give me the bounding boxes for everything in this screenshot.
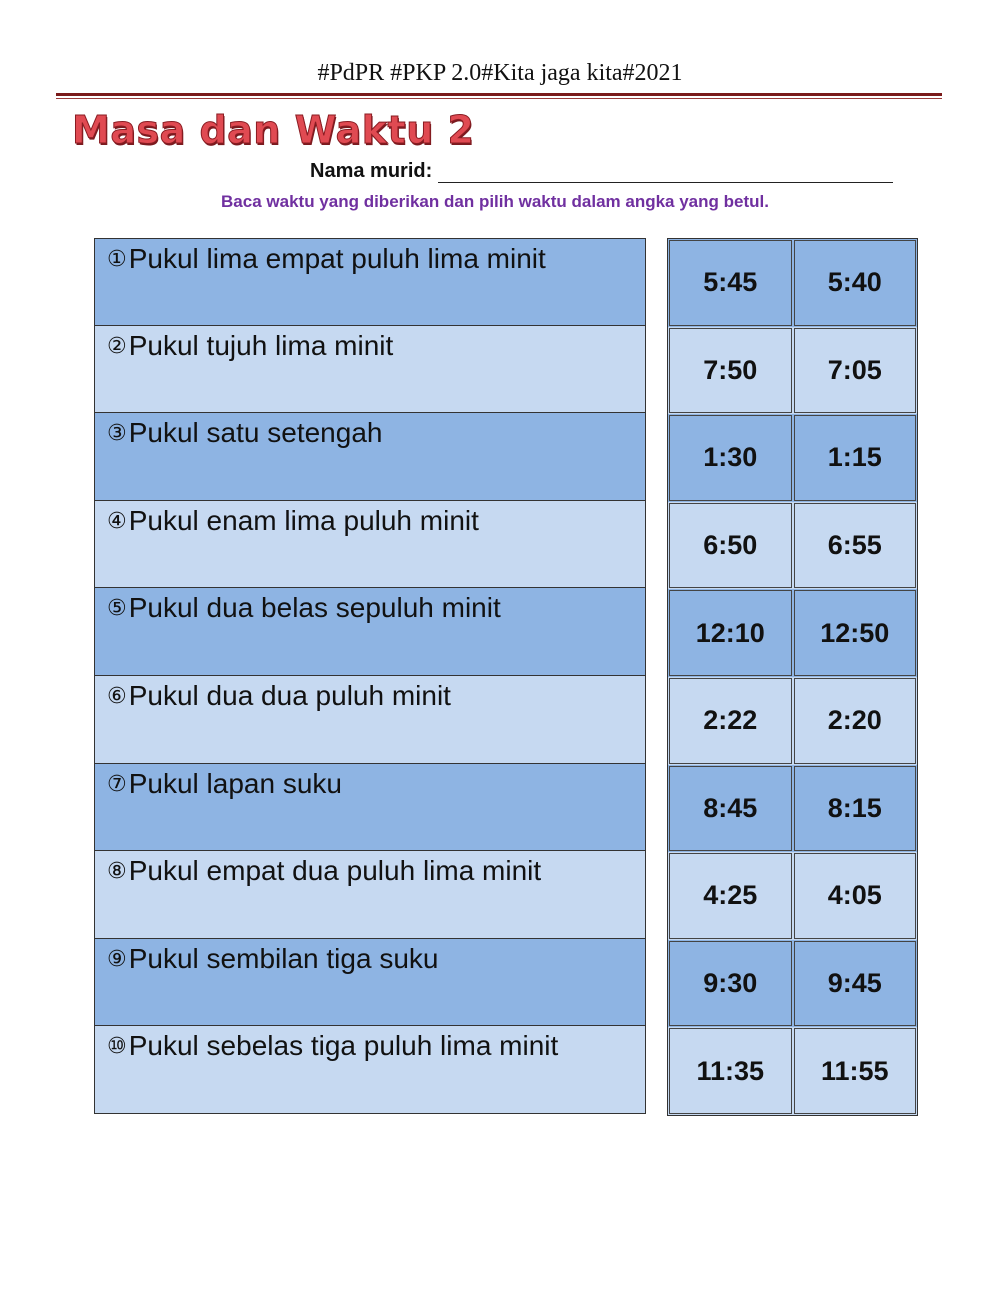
answer-option[interactable]: 11:55: [794, 1028, 917, 1114]
question-row: [94, 851, 646, 939]
question-number: ④: [107, 508, 127, 534]
question-text: Pukul lima empat puluh lima minit: [128, 243, 546, 274]
answer-option[interactable]: 6:55: [794, 503, 917, 589]
answer-grid: [667, 238, 918, 1116]
answer-option[interactable]: 9:30: [669, 941, 792, 1027]
question-text: Pukul dua belas sepuluh minit: [128, 592, 501, 624]
answer-row: [668, 765, 917, 853]
answer-option[interactable]: 7:05: [794, 328, 917, 414]
student-name-row: [310, 160, 893, 183]
question-number: ①: [107, 247, 127, 272]
question-row: [94, 676, 646, 764]
question-number: ⑧: [107, 859, 127, 885]
answer-row: [668, 414, 917, 502]
question-text: Pukul tujuh lima minit: [128, 329, 394, 361]
answer-option[interactable]: 4:05: [794, 853, 917, 939]
answer-option[interactable]: 1:30: [669, 415, 792, 501]
question-number: ⑥: [107, 683, 127, 709]
header-tagline: #PdPR #PKP 2.0#Kita jaga kita#2021: [317, 60, 683, 86]
instruction-text: Baca waktu yang diberikan dan pilih waktu dalam angka yang betul.: [221, 192, 769, 211]
name-input-line[interactable]: [438, 162, 893, 183]
question-row: [94, 501, 646, 589]
answer-option[interactable]: 2:22: [669, 678, 792, 764]
question-text: Pukul lapan suku: [128, 767, 342, 799]
question-row: [94, 1026, 646, 1114]
answer-option[interactable]: 8:15: [794, 766, 917, 852]
question-text: Pukul empat dua puluh lima minit: [128, 855, 542, 887]
answer-option[interactable]: 12:10: [669, 590, 792, 676]
answer-option[interactable]: 5:40: [794, 240, 917, 326]
question-row: [94, 764, 646, 852]
question-row: [94, 413, 646, 501]
name-label: Nama murid:: [310, 160, 433, 182]
answer-option[interactable]: 11:35: [669, 1028, 792, 1114]
question-number: ⑤: [107, 596, 127, 622]
question-text: Pukul dua dua puluh minit: [128, 679, 451, 711]
question-row: [94, 326, 646, 414]
answer-option[interactable]: 4:25: [669, 853, 792, 939]
answer-row: [668, 589, 917, 677]
answer-row: [668, 677, 917, 765]
question-text: Pukul sebelas tiga puluh lima minit: [128, 1030, 559, 1062]
question-text: Pukul sembilan tiga suku: [128, 942, 439, 974]
header-rule: [56, 93, 942, 96]
question-row: [94, 238, 646, 326]
question-text: Pukul satu setengah: [128, 417, 383, 449]
question-row: [94, 939, 646, 1027]
answer-option[interactable]: 2:20: [794, 678, 917, 764]
answer-option[interactable]: 5:45: [669, 240, 792, 326]
question-text: Pukul enam lima puluh minit: [128, 504, 479, 536]
question-number: ③: [107, 421, 127, 447]
answer-option[interactable]: 7:50: [669, 328, 792, 414]
answer-row: [668, 502, 917, 590]
question-number: ⑩: [107, 1034, 127, 1060]
answer-option[interactable]: 8:45: [669, 766, 792, 852]
question-number: ⑨: [107, 946, 127, 972]
answer-row: [668, 940, 917, 1028]
page-title: Masa dan Waktu 2: [72, 108, 475, 152]
question-list: [94, 238, 646, 1114]
answer-row: [668, 239, 917, 327]
question-number: ②: [107, 333, 127, 359]
answer-option[interactable]: 1:15: [794, 415, 917, 501]
answer-row: [668, 327, 917, 415]
answer-option[interactable]: 9:45: [794, 941, 917, 1027]
answer-option[interactable]: 6:50: [669, 503, 792, 589]
answer-row: [668, 1027, 917, 1115]
question-number: ⑦: [107, 771, 127, 797]
question-row: [94, 588, 646, 676]
answer-row: [668, 852, 917, 940]
header-rule-thin: [56, 98, 942, 99]
answer-option[interactable]: 12:50: [794, 590, 917, 676]
